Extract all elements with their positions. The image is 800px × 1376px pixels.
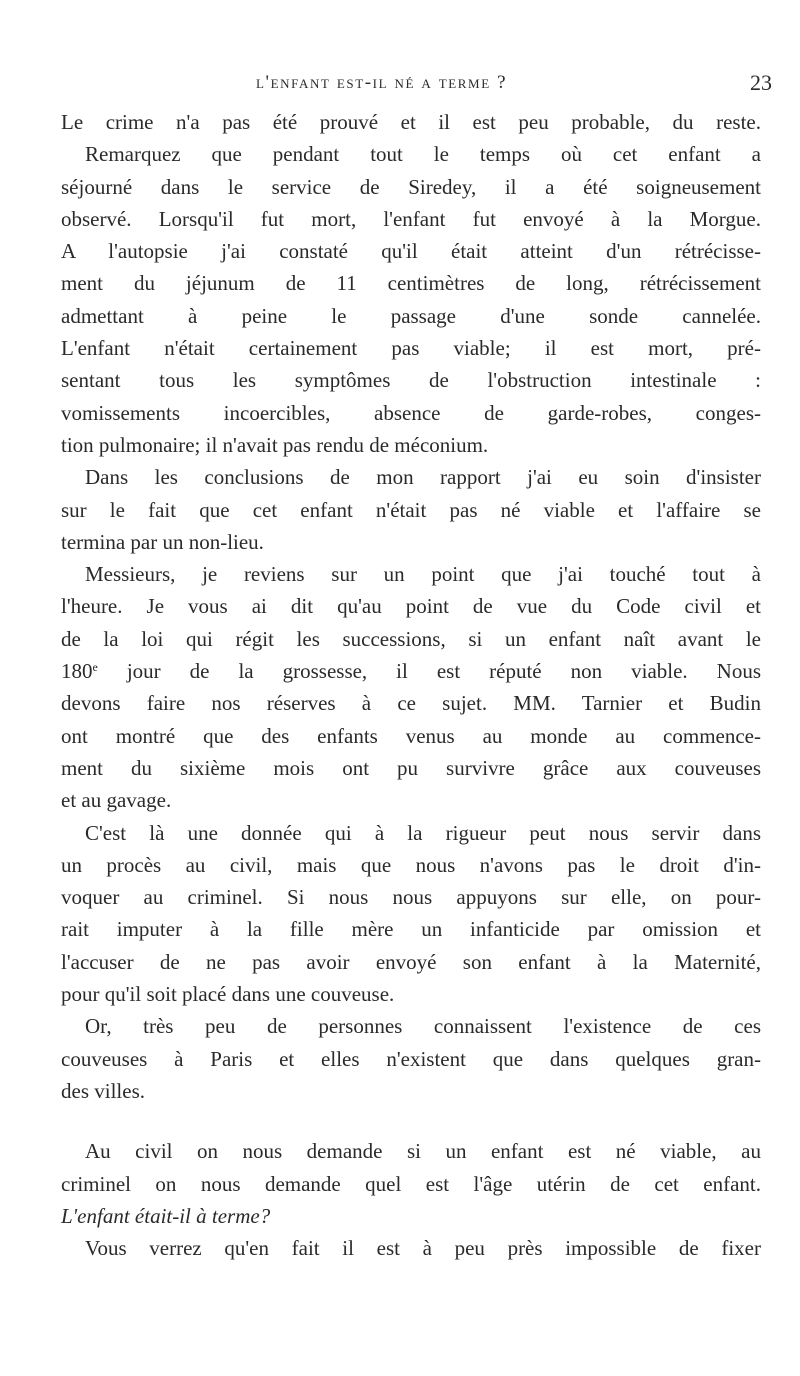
text-line: Vous verrez qu'en fait il est à peu près impossible de fixer <box>85 1236 761 1261</box>
text-line: l'accuser de ne pas avoir envoyé son enfant à la Maternité, <box>61 949 761 974</box>
page-number: 23 <box>750 70 772 95</box>
text-line: séjourné dans le service de Siredey, il a été soigneusement <box>61 174 761 199</box>
italic-heading-line: L'enfant était-il à terme? <box>61 1203 271 1228</box>
text-line: Or, très peu de personnes connaissent l'existence de ces <box>85 1014 761 1039</box>
text-line: Au civil on nous demande si un enfant est né viable, au <box>85 1139 761 1164</box>
text-line: L'enfant n'était certainement pas viable; il est mort, pré- <box>61 336 761 361</box>
text-line: pour qu'il soit placé dans une couveuse. <box>61 982 395 1007</box>
text-line: couveuses à Paris et elles n'existent que dans quelques gran- <box>61 1046 761 1071</box>
running-title: l'enfant est-il né a terme ? <box>256 72 508 93</box>
text-line: tion pulmonaire; il n'avait pas rendu de méconium. <box>61 432 489 457</box>
text-line: devons faire nos réserves à ce sujet. MM. Tarnier et Budin <box>61 691 761 716</box>
text-line: des villes. <box>61 1078 145 1103</box>
text-line: rait imputer à la fille mère un infanticide par omission et <box>61 917 761 942</box>
text-line: ment du jéjunum de 11 centimètres de long, rétrécissement <box>61 271 761 296</box>
text-line: termina par un non-lieu. <box>61 529 264 554</box>
text-line: sentant tous les symptômes de l'obstruction intestinale : <box>61 368 761 393</box>
text-line: Dans les conclusions de mon rapport j'ai eu soin d'insister <box>85 465 761 490</box>
text-line: sur le fait que cet enfant n'était pas né viable et l'affaire se <box>61 497 761 522</box>
text-line: criminel on nous demande quel est l'âge utérin de cet enfant. <box>61 1171 761 1196</box>
ordinal-number: 180 <box>61 659 93 684</box>
text-line: Remarquez que pendant tout le temps où cet enfant a <box>85 142 761 167</box>
text-line: voquer au criminel. Si nous nous appuyons sur elle, on pour- <box>61 885 761 910</box>
text-line: un procès au civil, mais que nous n'avons pas le droit d'in- <box>61 852 761 877</box>
text-line: ont montré que des enfants venus au monde au commence- <box>61 723 761 748</box>
text-line: A l'autopsie j'ai constaté qu'il était atteint d'un rétrécisse- <box>61 239 761 264</box>
text-line: l'heure. Je vous ai dit qu'au point de vue du Code civil et <box>61 594 761 619</box>
ordinal-suffix: e <box>92 660 98 675</box>
running-head <box>0 72 800 102</box>
text-line: observé. Lorsqu'il fut mort, l'enfant fut envoyé à la Morgue. <box>61 206 761 231</box>
text-line-rest: jour de la grossesse, il est réputé non viable. Nous <box>126 659 761 684</box>
text-line: de la loi qui régit les successions, si un enfant naît avant le <box>61 626 761 651</box>
paragraph-gap <box>61 1107 761 1135</box>
body-text <box>61 106 761 1264</box>
text-line: admettant à peine le passage d'une sonde cannelée. <box>61 303 761 328</box>
text-line-ordinal <box>61 655 761 687</box>
text-line: ment du sixième mois ont pu survivre grâce aux couveuses <box>61 755 761 780</box>
text-line: et au gavage. <box>61 788 172 813</box>
text-line: vomissements incoercibles, absence de garde-robes, conges- <box>61 400 761 425</box>
text-line: C'est là une donnée qui à la rigueur peut nous servir dans <box>85 820 761 845</box>
text-line: Messieurs, je reviens sur un point que j'ai touché tout à <box>85 562 761 587</box>
text-line: Le crime n'a pas été prouvé et il est peu probable, du reste. <box>61 110 761 134</box>
